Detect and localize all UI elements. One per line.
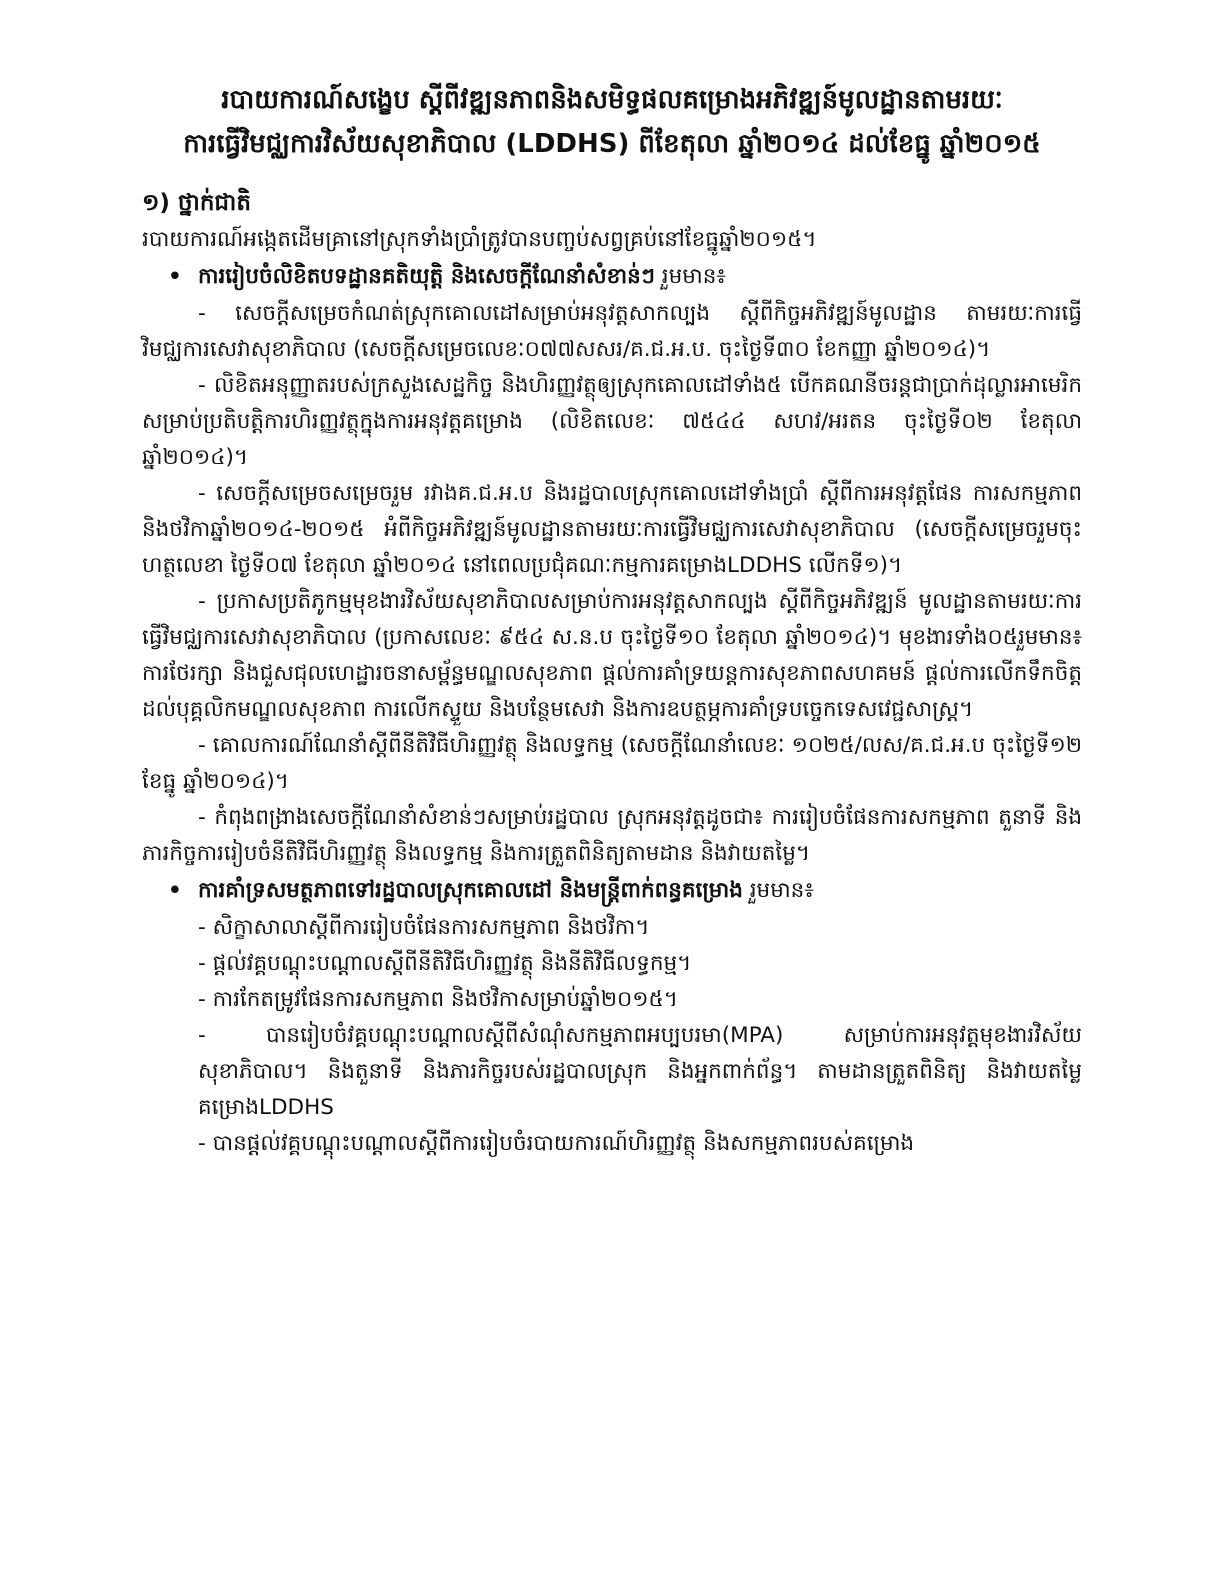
bullet-dot: • [168, 264, 182, 289]
legal-item: - កំពុងពង្រាងសេចក្តីណែនាំសំខាន់ៗសម្រាប់រដ្ឋបាល ស្រុកអនុវត្តដូចជា៖ ការរៀបចំផែនការសកម្មភាព តួនាទី និងភារកិច្ចការរៀបចំនីតិវិធីហិរញ្ញវត្ថុ និងលទ្ធកម្ម និងការត្រួតពិនិត្យតាមដាន និងវាយតម្លៃ។ [142, 805, 1082, 866]
bullet-legal-documents [142, 258, 1082, 296]
title-line-2: ការធ្វើវិមជ្ឈការវិស័យសុខាភិបាល (LDDHS) ពីខែតុលា ឆ្នាំ២០១៤ ដល់ខែធ្នូ ឆ្នាំ២០១៥ [183, 129, 1041, 159]
legal-item: - ប្រកាសប្រតិភូកម្មមុខងារវិស័យសុខាភិបាលសម្រាប់ការអនុវត្តសាកល្បង ស្តីពីកិច្ចអភិវឌ្ឍន៍ មូលដ្ឋានតាមរយៈការធ្វើវិមជ្ឈការសេវាសុខាភិបាល (ប្រកាសលេខៈ ៩៥៤ ស.ន.ប ចុះថ្ងៃទី១០ ខែតុលា ឆ្នាំ២០១៤)។ មុខងារទាំង០៥រួមមាន៖ ការថែរក្សា និងជួសជុលហេដ្ឋារចនាសម្ព័ន្ធមណ្ឌលសុខភាព ផ្តល់ការគាំទ្រយន្តការសុខភាពសហគមន៍ ផ្តល់ការលើកទឹកចិត្តដល់បុគ្គលិកមណ្ឌលសុខភាព ការលើកស្ទួយ និងបន្ថែមសេវា និងការឧបត្ថម្ភការគាំទ្របច្ចេកទេសវេជ្ជសាស្ត្រ។ [142, 589, 1082, 722]
section-heading-national: ១) ថ្នាក់ជាតិ [142, 190, 251, 216]
legal-item: - សេចក្តីសម្រេចសម្រេចរួម រវាងគ.ជ.អ.ប និងរដ្ឋបាលស្រុកគោលដៅទាំងប្រាំ ស្តីពីការអនុវត្តផែន ការសកម្មភាព និងថវិកាឆ្នាំ២០១៤-២០១៥ អំពីកិច្ចអភិវឌ្ឍន៍មូលដ្ឋានតាមរយៈការធ្វើវិមជ្ឈការសេវាសុខាភិបាល (សេចក្តីសម្រេចរួមចុះហត្ថលេខា ថ្ងៃទី០៧ ខែតុលា ឆ្នាំ២០១៤ នៅពេលប្រជុំគណៈកម្មការគម្រោងLDDHS លើកទី១)។ [142, 481, 1082, 578]
capacity-item: - ផ្តល់វគ្គបណ្តុះបណ្តាលស្តីពីនីតិវិធីហិរញ្ញវត្ថុ និងនីតិវិធីលទ្ធកម្ម។ [198, 951, 692, 976]
document-title [142, 78, 1082, 166]
capacity-item: - បានរៀបចំវគ្គបណ្តុះបណ្តាលស្តីពីសំណុំសកម្មភាពអប្បបរមា(MPA) សម្រាប់ការអនុវត្តមុខងារវិស័យសុខាភិបាល។ និងតួនាទី និងភារកិច្ចរបស់រដ្ឋបាលស្រុក និងអ្នកពាក់ព័ន្ធ។ តាមដានត្រួតពិនិត្យ និងវាយតម្លៃ គម្រោងLDDHS [198, 1023, 1082, 1120]
bullet-capacity-support [142, 872, 1082, 910]
bullet-dot: • [168, 878, 182, 903]
bullet-heading: ការគាំទ្រសមត្ថភាពទៅរដ្ឋបាលស្រុកគោលដៅ និងមន្ត្រីពាក់ពន្ធគម្រោង [198, 878, 743, 903]
capacity-item: - ការកែតម្រូវផែនការសកម្មភាព និងថវិកាសម្រាប់ឆ្នាំ២០១៥។ [198, 987, 678, 1012]
legal-item: - លិខិតអនុញ្ញាតរបស់ក្រសួងសេដ្ឋកិច្ច និងហិរញ្ញវត្ថុឲ្យស្រុកគោលដៅទាំង៥ បើកគណនីចរន្តជាប្រាក់ដុល្លារអាមេរិក សម្រាប់ប្រតិបត្តិការហិរញ្ញវត្ថុក្នុងការអនុវត្តគម្រោង (លិខិតលេខៈ ៧៥៤៤ សហវ/អរតន ចុះថ្ងៃទី០២ ខែតុលា ឆ្នាំ២០១៤)។ [142, 373, 1082, 470]
capacity-item: - សិក្ខាសាលាស្តីពីការរៀបចំផែនការសកម្មភាព និងថវិកា។ [198, 915, 650, 940]
title-line-1: របាយការណ៍សង្ខេប ស្តីពីវឌ្ឍនភាពនិងសមិទ្ធផលគម្រោងអភិវឌ្ឍន៍មូលដ្ឋានតាមរយៈ [221, 85, 1003, 115]
legal-item: - សេចក្តីសម្រេចកំណត់ស្រុកគោលដៅសម្រាប់អនុវត្តសាកល្បង ស្តីពីកិច្ចអភិវឌ្ឍន៍មូលដ្ឋាន តាមរយៈការធ្វើវិមជ្ឈការសេវាសុខាភិបាល (សេចក្តីសម្រេចលេខៈ០៧៧សសរ/គ.ជ.អ.ប. ចុះថ្ងៃទី៣០ ខែកញ្ញា ឆ្នាំ២០១៤)។ [142, 301, 1082, 362]
bullet-suffix: រួមមាន៖ [742, 878, 814, 903]
legal-item: - គោលការណ៍ណែនាំស្តីពីនីតិវិធីហិរញ្ញវត្ថុ និងលទ្ធកម្ម (សេចក្តីណែនាំលេខៈ ១០២៥/លស/គ.ជ.អ.ប ចុះថ្ងៃទី១២ ខែធ្នូ ឆ្នាំ២០១៤)។ [142, 733, 1082, 794]
section-intro: របាយការណ៍អង្កេតដើមគ្រានៅស្រុកទាំងប្រាំត្រូវបានបញ្ចប់សព្វគ្រប់នៅខែធ្នូឆ្នាំ២០១៥។ [142, 227, 817, 252]
bullet-heading: ការរៀបចំលិខិតបទដ្ឋានគតិយុត្តិ និងសេចក្តីណែនាំសំខាន់ៗ [198, 264, 655, 289]
capacity-item: - បានផ្តល់វគ្គបណ្តុះបណ្តាលស្តីពីការរៀបចំរបាយការណ៍ហិរញ្ញវត្ថុ និងសកម្មភាពរបស់គម្រោង [198, 1131, 915, 1156]
document-page [142, 78, 1082, 1162]
bullet-suffix: រួមមាន៖ [654, 264, 726, 289]
